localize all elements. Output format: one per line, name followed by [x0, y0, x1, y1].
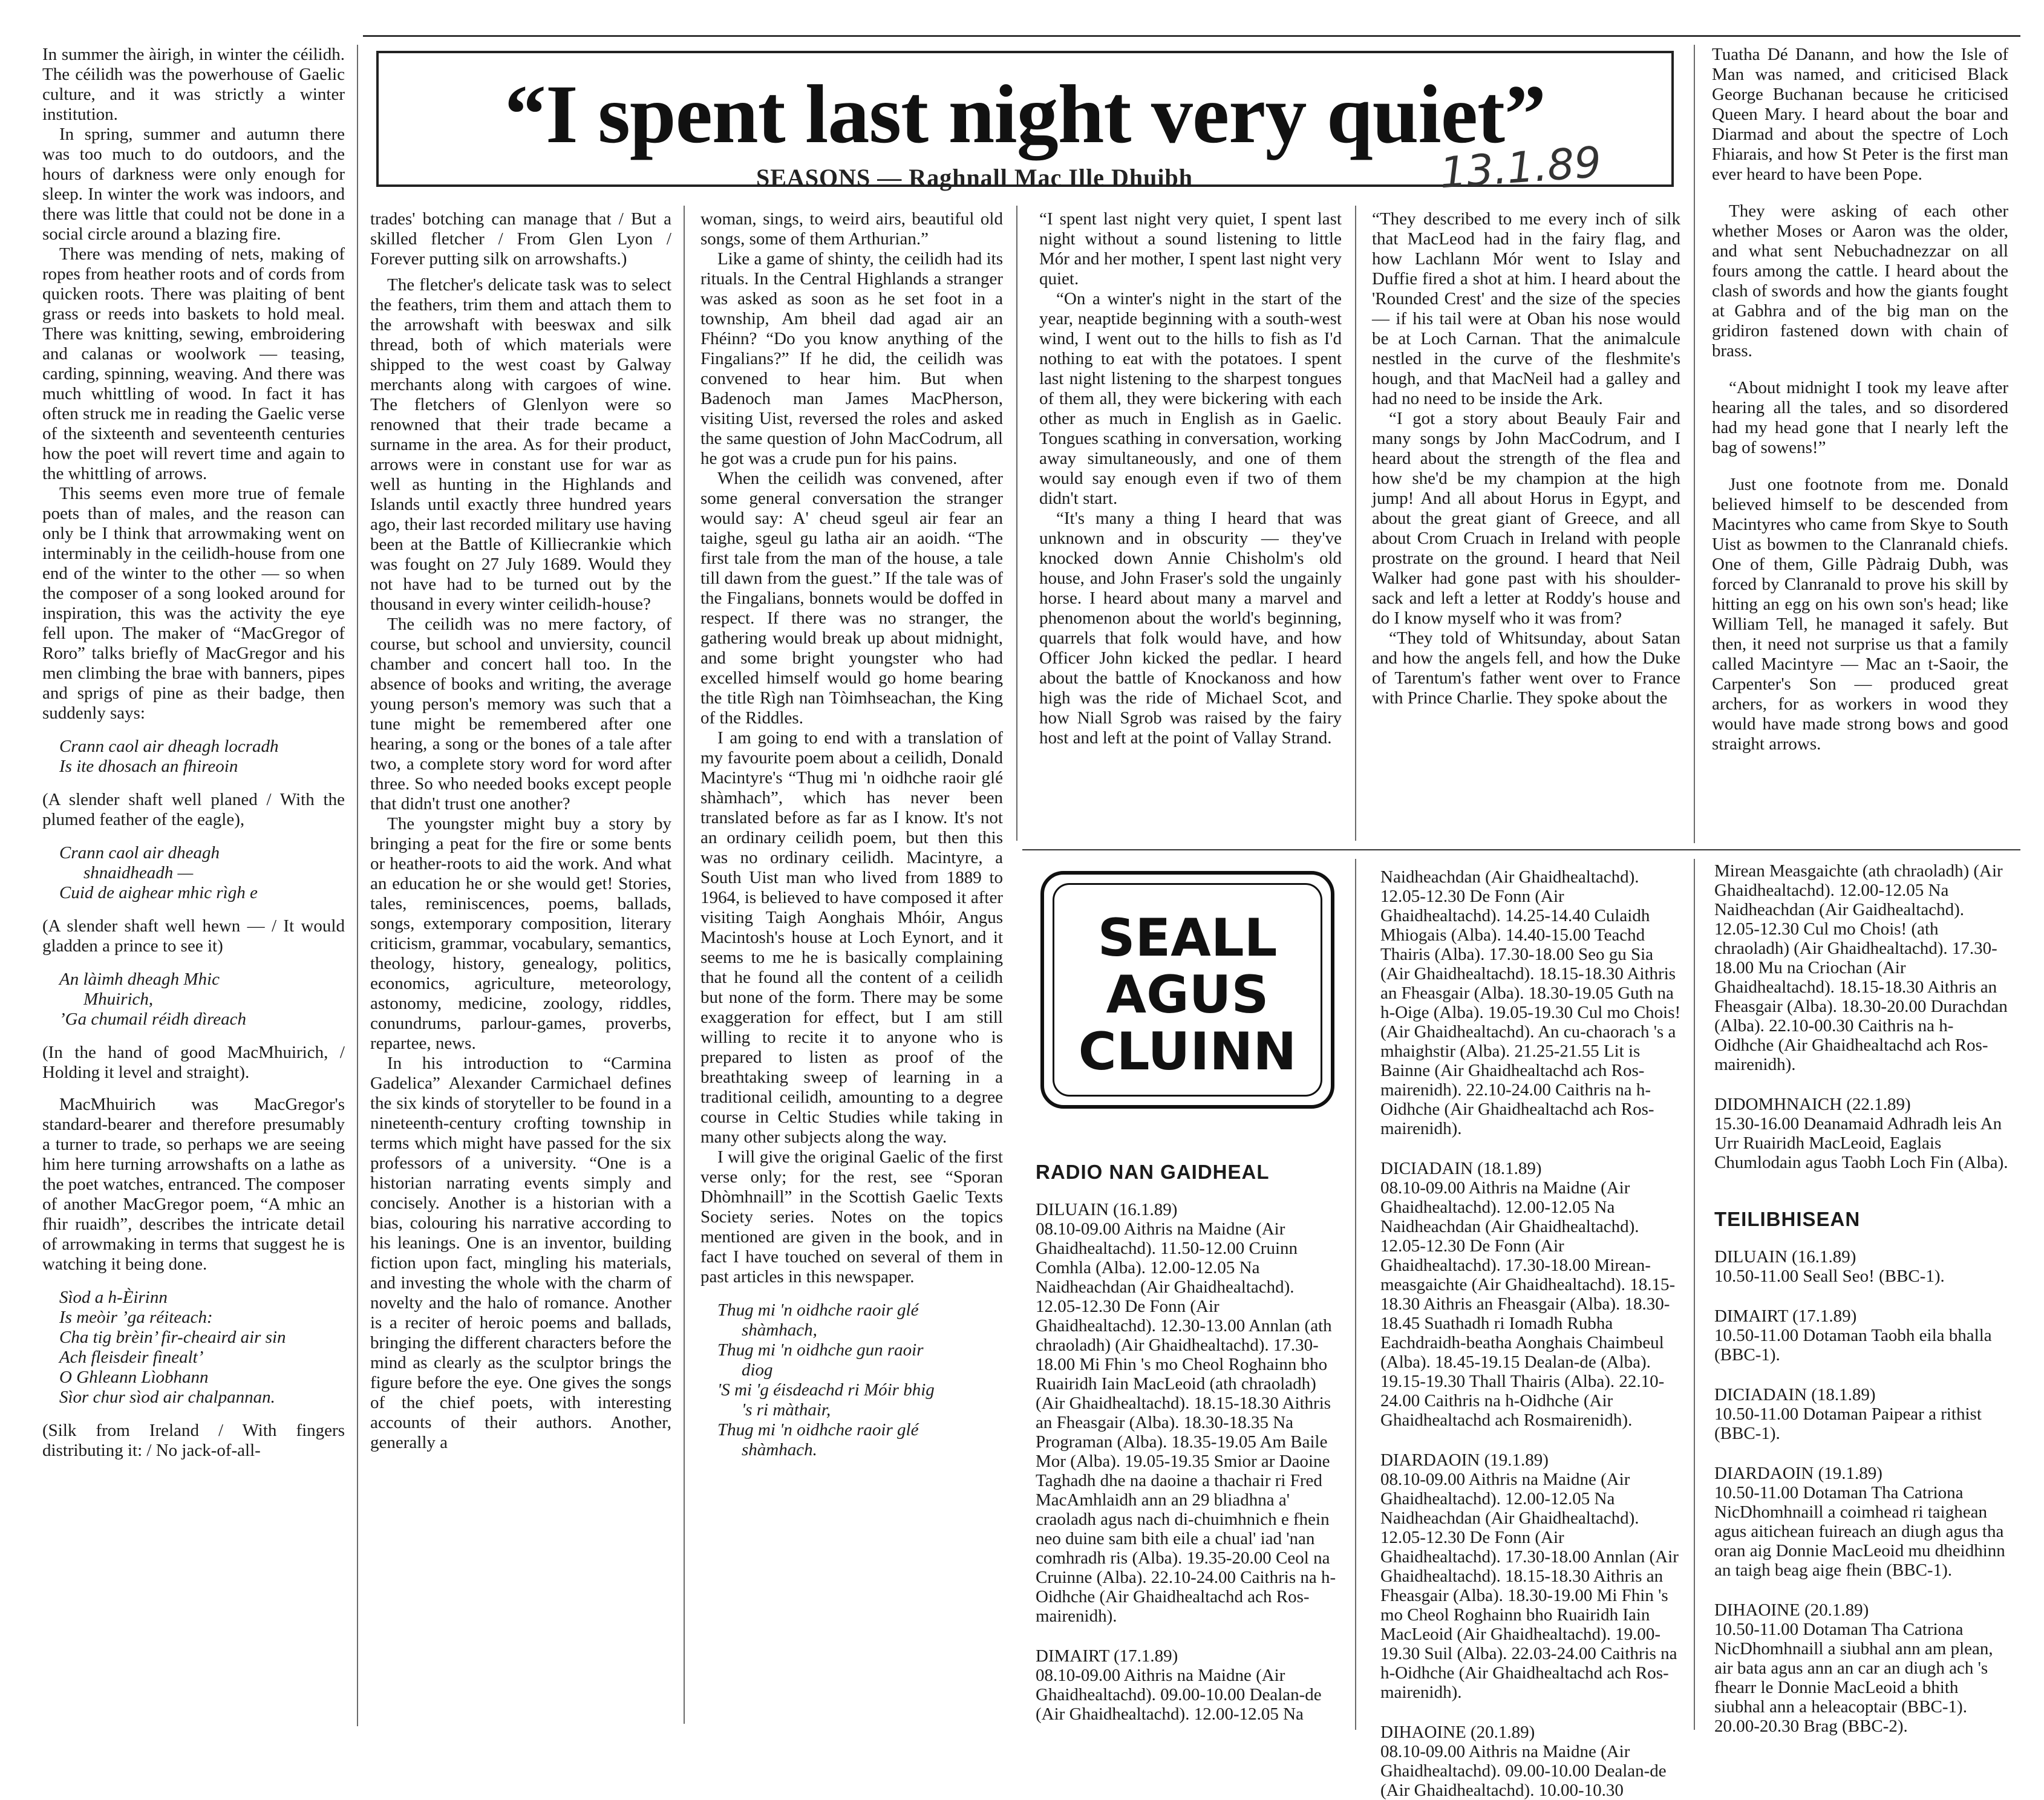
- paragraph: I am going to end with a translation of my favourite poem about a ceilidh, Donald Macintyre's “Thug mi 'n oidhche raoir glé shàmhach”, which has never been translated before as far as I know. It's not an ordinary ceilidh poem, but then this was no ordinary ceilidh. Macintyre, a South Uist man who lived from 1889 to 1964, is believed to have composed it after visiting Taigh Aonghais Mhóir, Angus Macintosh's house at Loch Eynort, and it seems to me he is basically complaining that he found all the content of a ceilidh but none of the form. There may be some exaggeration for effect, but I am still willing to recite it to anyone who is prepared to listen as proof of the breathtaking sweep of learning in a traditional ceilidh, amounting to a degree course in Celtic Studies while taking in many other subjects along the way.: [700, 728, 1003, 1147]
- schedule-entry: 10.50-11.00 Seall Seo! (BBC-1).: [1714, 1267, 1945, 1286]
- article-column-6: [1712, 45, 2008, 754]
- column-rule: [1355, 206, 1356, 841]
- paragraph: MacMhuirich was MacGregor's standard-bearer and therefore presumably a turner to trade, so perhaps we are seeing him here turning arrowshafts on a lathe as the poet watches, entranced. The composer of another MacGregor poem, “A mhic an fhir ruaidh”, describes the intricate detail of arrowmaking in terms that suggest he is watching it being done.: [42, 1095, 345, 1274]
- column-rule: [1694, 859, 1695, 1730]
- verse-line: 'S mi 'g éisdeachd ri Móir bhig: [717, 1380, 935, 1400]
- paragraph: I will give the original Gaelic of the first verse only; for the rest, see “Sporan Dhòmhnaill” in the Scottish Gaelic Texts Society series. Notes on the topics mentioned are given in the book, and in fact I have touched on several of them in past articles in this newspaper.: [700, 1147, 1003, 1286]
- verse-line: Is ite dhosach an fhireoin: [59, 757, 238, 776]
- paragraph: This seems even more true of female poets than of males, and the reason can only be I think that arrowmaking went on interminably in the ceilidh-house from one end of the winter to the other — so when the composer of a song looked around for inspiration, this was the activity the eye fell upon. The maker of “MacGregor of Roro” talks briefly of MacGregor and his men climbing the brae with banners, pipes and sprigs of pine as their badge, then suddenly says:: [42, 484, 345, 723]
- article-column-1: [42, 45, 345, 1461]
- handwritten-date: 13.1.89: [1438, 137, 1603, 198]
- seall-agus-cluinn-logo: [1040, 871, 1334, 1109]
- paragraph: “I spent last night very quiet, I spent last night without a sound listening to little Mór and her mother, I spent last night very quiet.: [1039, 209, 1342, 289]
- verse: [59, 843, 345, 903]
- paragraph: In summer the àirigh, in winter the céilidh. The céilidh was the powerhouse of Gaelic culture, and it was strictly a winter institution.: [42, 45, 345, 124]
- verse-line: Crann caol air dheagh locradh: [59, 737, 279, 756]
- schedule-day: DILUAIN (16.1.89): [1714, 1247, 1856, 1267]
- verse-line: shàmhach.: [742, 1440, 817, 1459]
- verse-line: Crann caol air dheagh: [59, 843, 220, 862]
- verse-line: Thug mi 'n oidhche gun raoir: [717, 1340, 924, 1360]
- schedule-entry: 10.50-11.00 Dotaman Tha Catriona NicDhomhnaill a coimhead ri taighean agus aitichean fuireach an diugh agus tha oran aig Donnie MacLeoid mu dheidhinn an taigh beag aige fhein (BBC-1).: [1714, 1483, 2005, 1580]
- verse-line: Thug mi 'n oidhche raoir glé: [717, 1420, 919, 1440]
- headline: “I spent last night very quiet”: [504, 68, 1546, 160]
- paragraph: trades' botching can manage that / But a skilled fletcher / From Glen Lyon / Forever putting silk on arrowshafts.): [370, 209, 671, 269]
- listings-rule: [1022, 849, 2020, 850]
- schedule-entry: 15.30-16.00 Deanamaid Adhradh leis An Urr Ruairidh MacLeoid, Eaglais Chumlodain agus Taobh Loch Fin (Alba).: [1714, 1114, 2008, 1172]
- paragraph: Like a game of shinty, the ceilidh had its rituals. In the Central Highlands a stranger was asked as soon as he set foot in a township, Am bheil dad agad air an Fhéinn? “Do you know anything of the Fingalians?” If he did, the ceilidh was convened to hear him. But when Badenoch man James MacPherson, visiting Uist, reversed the roles and asked the same question of John MacCodrum, all he got was a crude pun for his pains.: [700, 249, 1003, 468]
- paragraph: In spring, summer and autumn there was too much to do outdoors, and the hours of darkness were only enough for sleep. In winter the work was indoors, and there was little that could not be done in a social circle around a blazing fire.: [42, 125, 345, 244]
- schedule-day: DIHAOINE (20.1.89): [1714, 1600, 1869, 1620]
- verse-line: Thug mi 'n oidhche raoir glé: [717, 1300, 919, 1320]
- article-column-2: [370, 209, 671, 1453]
- paragraph: When the ceilidh was convened, after some general conversation the stranger would say: A' cheud sgeul air fear an taighe, sgeul gu latha air an aoidh. “The first tale from the man of the house, a tale till dawn from the guest.” If the tale was of the Fingalians, bonnets would be doffed in respect. If there was no stranger, the gathering would break up about midnight, and some bright youngster who had excelled himself would go home bearing the title Rìgh nan Tòimhseachan, the King of the Riddles.: [700, 469, 1003, 728]
- schedule-entry: 10.50-11.00 Dotaman Paipear a rithist (BBC-1).: [1714, 1404, 1982, 1443]
- schedule-day: DILUAIN (16.1.89): [1036, 1200, 1178, 1219]
- paragraph: “It's many a thing I heard that was unknown and in obscurity — they've knocked down Annie Chisholm's old house, and John Fraser's sold the ungainly horse. I heard about many a marvel and phenomenon about the world's beginning, quarrels that folk would have, and how Officer John kicked the pedlar. I heard about the battle of Knockanoss and how high was the ride of Michael Scot, and how Niall Sgrob was raised by the fairy host and left at the point of Vallay Strand.: [1039, 509, 1342, 748]
- verse: [59, 737, 345, 777]
- translation: (In the hand of good MacMhuirich, / Holding it level and straight).: [42, 1043, 345, 1082]
- paragraph: There was mending of nets, making of ropes from heather roots and of cords from quicken roots. There was plaiting of bent grass or reeds into baskets to hold meal. There was knitting, sewing, embroidering and calanas or woolwork — teasing, carding, spinning, weaving. And there was much whittling of wood. In fact it has often struck me in reading the Gaelic verse of the sixteenth and seventeenth centuries how the poet will revert time and again to the whittling of arrows.: [42, 244, 345, 483]
- schedule-day: DIMAIRT (17.1.89): [1036, 1646, 1178, 1666]
- logo-line: SEALL: [1097, 908, 1278, 968]
- paragraph: They were asking of each other whether Moses or Aaron was the older, and what sent Nebuchadnezzar on all fours among the cattle. I heard about the clash of swords and how the giants fought at Gabhra and of the big man on the gridiron fastened down with chain of brass.: [1712, 201, 2008, 360]
- paragraph: The fletcher's delicate task was to select the feathers, trim them and attach them to the arrowshaft with beeswax and silk thread, both of which materials were shipped to the west coast by Galway merchants along with cargoes of wine. The fletchers of Glenlyon were so renowned that their trade became a surname in the area. As for their product, arrows were in constant use for war as well as hunting in the Highlands and Islands until exactly three hundred years ago, their last recorded military use having been at the Battle of Killiecrankie which was fought on 27 July 1689. Would they not have had to be turned out by the thousand in every winter ceilidh-house?: [370, 275, 671, 614]
- schedule-day: DIARDAOIN (19.1.89): [1714, 1464, 1882, 1483]
- article-column-4: [1039, 209, 1342, 748]
- schedule-day: DIDOMHNAICH (22.1.89): [1714, 1095, 1911, 1114]
- verse-line: Sìod a h-Èirinn: [59, 1288, 168, 1307]
- schedule-entry: 08.10-09.00 Aithris na Maidne (Air Ghaidhealtachd). 11.50-12.00 Cruinn Comhla (Alba). 12.00-12.05 Na Naidheachdan (Air Ghaidhealtachd). 12.05-12.30 De Fonn (Air Ghaidhealtachd). 12.30-13.00 Annlan (ath chraoladh) (Air Ghaidhealtachd). 17.30-18.00 Mi Fhin 's mo Cheol Roghainn bho Ruairidh Iain MacLeoid (ath chraoladh) (Air Ghaidhealtachd). 18.15-18.30 Aithris an Fheasgair (Alba). 18.30-18.35 Na Programan (Alba). 18.35-19.05 Am Baile Mor (Alba). 19.05-19.35 Smior ar Daoine Taghadh dhe na daoine a thachair ri Fred MacAmhlaidh ann an 29 bliadhna a' craoladh agus nach di-chuimhnich e fhein neo duine sam bith eile a chual' iad 'nan comhradh ris (Alba). 19.35-20.00 Ceol na Cruinne (Alba). 22.10-24.00 Caithris na h-Oidhche (Air Ghaidhealtachd ach Ros-mairenidh).: [1036, 1219, 1336, 1626]
- verse: [59, 1288, 345, 1407]
- schedule-entry: Mirean Measgaichte (ath chraoladh) (Air Ghaidhealtachd). 12.00-12.05 Na Naidheachdan (Air Gaidhealtachd). 12.05-12.30 Cul mo Chois! (ath chraoladh) (Air Ghaidhealtachd). 17.30-18.00 Mu na Criochan (Air Ghaidhealtachd). 18.15-18.30 Aithris an Fheasgair (Alba). 18.30-20.00 Durachdan (Alba). 22.10-00.30 Caithris na h-Oidhche (Air Ghaidhealtachd ach Ros-mairenidh).: [1714, 861, 2008, 1074]
- verse-line: Ach fleisdeir fìnealt’: [59, 1348, 204, 1367]
- column-rule: [1694, 45, 1695, 843]
- column-rule: [357, 45, 358, 1726]
- translation: (Silk from Ireland / With fingers distributing it: / No jack-of-all-: [42, 1421, 345, 1460]
- paragraph: “They told of Whitsunday, about Satan and how the angels fell, and how the Duke of Tarentum's father went over to France with Prince Charlie. They spoke about the: [1372, 628, 1680, 708]
- verse-line: shàmhach,: [742, 1320, 817, 1340]
- verse: [717, 1300, 1003, 1460]
- schedule-day: DICIADAIN (18.1.89): [1714, 1385, 1876, 1404]
- paragraph: “They described to me every inch of silk that MacLeod had in the fairy flag, and how Lachlann Mór went to Islay and Duffie fired a shot at him. I heard about the 'Rounded Crest' and the size of the species — if his tail were at Oban his nose would be at Loch Carnan. That the animalcule nestled in the curve of the fleshmite's hough, and that MacNeil had a galley and had no need to be inside the Ark.: [1372, 209, 1680, 408]
- schedule-entry: 08.10-09.00 Aithris na Maidne (Air Ghaidhealtachd). 09.00-10.00 Dealan-de (Air Ghaidhealtachd). 10.00-10.30: [1380, 1742, 1667, 1800]
- verse-line: Cha tig brèin’ fir-cheaird air sin: [59, 1328, 286, 1347]
- column-rule: [1355, 859, 1356, 1730]
- translation: (A slender shaft well planed / With the plumed feather of the eagle),: [42, 790, 345, 829]
- column-rule: [684, 206, 685, 1724]
- verse-line: An làimh dheagh Mhic: [59, 970, 220, 989]
- schedule-day: DICIADAIN (18.1.89): [1380, 1159, 1542, 1178]
- schedule-entry: 08.10-09.00 Aithris na Maidne (Air Ghaidhealtachd). 12.00-12.05 Na Naidheachdan (Air Ghaidhealtachd). 12.05-12.30 De Fonn (Air Ghaidhealtachd). 17.30-18.00 Annlan (Air Ghaidhealtachd). 18.15-18.30 Aithris an Fheasgair (Alba). 18.30-19.00 Mi Fhin 's mo Cheol Roghainn bho Ruairidh Iain MacLeoid (Air Ghaidhealtachd). 19.00-19.30 Suil (Alba). 22.03-24.00 Caithris na h-Oidhche (Air Ghaidhealtachd ach Ros-mairenidh).: [1380, 1470, 1679, 1702]
- paragraph: In his introduction to “Carmina Gadelica” Alexander Carmichael defines the six kinds of storyteller to be found in a nineteenth-century crofting township in terms which might have passed for the six professors of a university. “One is a historian narrating events simply and concisely. Another is a historian with a bias, colouring his narrative according to his leanings. One is an inventor, building fiction upon fact, mingling his materials, and investing the whole with the charm of novelty and the halo of romance. Another is a reciter of heroic poems and ballads, bringing the different characters before the mind as clearly as the sculptor brings the figure before the eye. One gives the songs of the chief poets, with interesting accounts of their authors. Another, generally a: [370, 1054, 671, 1452]
- article-column-5: [1372, 209, 1680, 708]
- radio-heading: RADIO NAN GAIDHEAL: [1036, 1161, 1270, 1183]
- translation: (A slender shaft well hewn — / It would gladden a prince to see it): [42, 916, 345, 956]
- paragraph: “On a winter's night in the start of the year, neaptide beginning with a south-west wind, I went out to the hills to fish as I'd nothing to eat with the potatoes. I spent last night listening to the sharpest tongues of them all, they were bickering with each other as much in English as in Gaelic. Tongues scathing in conversation, working away simultaneously, and one of them would say enough even if two of them didn't start.: [1039, 289, 1342, 508]
- schedule-entry: 10.50-11.00 Dotaman Tha Catriona NicDhomhnaill a siubhal ann am plean, air bata agus ann an car an diugh ach 's fhearr le Donnie MacLeoid a bhith siubhal ann a heleacoptair (BBC-1). 20.00-20.30 Brag (BBC-2).: [1714, 1620, 1993, 1736]
- verse: [59, 970, 345, 1029]
- schedule-day: DIARDAOIN (19.1.89): [1380, 1450, 1549, 1470]
- article-column-3: [700, 209, 1003, 1473]
- radio-listings-2: [1380, 867, 1683, 1800]
- radio-listings-1: [1036, 1162, 1338, 1724]
- top-rule: [363, 35, 2020, 37]
- schedule-entry: 08.10-09.00 Aithris na Maidne (Air Ghaidhealtachd). 12.00-12.05 Na Naidheachdan (Air Ghaidhealtachd). 12.05-12.30 De Fonn (Air Ghaidhealtachd). 17.30-18.00 Mirean-measgaichte (Air Ghaidhealtachd). 18.15-18.30 Aithris an Fheasgair (Alba). 18.30-18.45 Suathadh ri Iomadh Rubha Eachdraidh-beatha Aonghais Chaimbeul (Alba). 18.45-19.15 Dealan-de (Alba). 19.15-19.30 Thall Thairis (Alba). 22.10-24.00 Caithris na h-Oidhche (Air Ghaidhealtachd ach Rosmairenidh).: [1380, 1178, 1676, 1430]
- verse-line: Is meòir ’ga réiteach:: [59, 1308, 213, 1327]
- byline: SEASONS — Raghnall Mac Ille Dhuibh: [756, 164, 1193, 191]
- column-rule: [1016, 206, 1017, 841]
- logo-line: AGUS: [1106, 965, 1269, 1025]
- schedule-entry: 08.10-09.00 Aithris na Maidne (Air Ghaidhealtachd). 09.00-10.00 Dealan-de (Air Ghaidhealtachd). 12.00-12.05 Na: [1036, 1666, 1322, 1724]
- schedule-day: DIMAIRT (17.1.89): [1714, 1306, 1857, 1326]
- verse-line: Sìor chur sìod air chalpannan.: [59, 1388, 275, 1407]
- logo-line: CLUINN: [1078, 1022, 1297, 1082]
- verse-line: 's ri màthair,: [742, 1400, 831, 1420]
- paragraph: Just one footnote from me. Donald believed himself to be descended from Macintyres who came from Skye to South Uist as bowmen to the Clanranald chiefs. One of them, Gille Pàdraig Dubh, was forced by Clanranald to prove his skill by hitting an egg on his own son's head; like William Tell, he managed it safely. But then, it need not surprise us that a family called Macintyre — Mac an t-Saoir, the Carpenter's Son — produced great archers, for as workers in wood they would have made strong bows and good straight arrows.: [1712, 475, 2008, 754]
- logo-text: [1044, 910, 1331, 1080]
- paragraph: The ceilidh was no mere factory, of course, but school and unviersity, council chamber and concert hall too. In the absence of books and writing, the average young person's memory was such that a tune might be remembered after one hearing, a song or the bones of a tale after two, a complete story word for word after three. So who needed books except people that didn't trust one another?: [370, 615, 671, 814]
- verse-line: shnaidheadh —: [83, 863, 194, 882]
- tv-heading: TEILIBHISEAN: [1714, 1208, 1861, 1230]
- verse-line: ’Ga chumail réidh dìreach: [59, 1009, 247, 1029]
- verse-line: Mhuirich,: [83, 990, 154, 1009]
- verse-line: Cuid de aighear mhic rìgh e: [59, 883, 258, 902]
- verse-line: diog: [742, 1360, 773, 1380]
- radio-listings-3: [1714, 861, 2011, 1736]
- schedule-entry: Naidheachdan (Air Ghaidhealtachd). 12.05-12.30 De Fonn (Air Ghaidhealtachd). 14.25-14.40 Culaidh Mhiogais (Alba). 14.40-15.00 Teachd Thairis (Alba). 17.30-18.00 Seo gu Sia (Air Ghaidhealtachd). 18.15-18.30 Aithris an Fheasgair (Alba). 18.30-19.05 Guth na h-Oige (Alba). 19.05-19.30 Cul mo Chois! (Air Ghaidhealtachd). An cu-chaorach 's a mhaighstir (Alba). 21.25-21.55 Lit is Bainne (Air Ghaidhealtachd ach Ros-mairenidh). 22.10-24.00 Caithris na h-Oidhche (Air Ghaidhealtachd ach Ros-mairenidh).: [1380, 867, 1681, 1138]
- paragraph: “I got a story about Beauly Fair and many songs by John MacCodrum, and I heard about the strength of the flea and how she'd be my champion at the high jump! And all about Horus in Egypt, and about the great giant of Greece, and all about Crom Cruach in Ireland with people prostrate on the ground. I heard that Neil Walker had gone past with his shoulder-sack and left a letter at Roddy's house and do I know myself who it was from?: [1372, 409, 1680, 628]
- schedule-day: DIHAOINE (20.1.89): [1380, 1723, 1535, 1742]
- paragraph: Tuatha Dé Danann, and how the Isle of Man was named, and criticised Black George Buchanan because he criticised Queen Mary. I heard about the boar and Diarmad and about the spectre of Loch Fhiarais, and how St Peter is the first man ever heard to have been Pope.: [1712, 45, 2008, 184]
- schedule-entry: 10.50-11.00 Dotaman Taobh eila bhalla (BBC-1).: [1714, 1326, 1992, 1365]
- paragraph: “About midnight I took my leave after hearing all the tales, and so disordered had my head gone that I nearly left the bag of sowens!”: [1712, 378, 2008, 457]
- paragraph: The youngster might buy a story by bringing a peat for the fire or some bents or heather-roots to aid the work. And what an education he or she would get! Stories, tales, reminiscences, poems, ballads, songs, extemporary composition, literary criticism, grammar, vocabulary, semantics, theology, history, genealogy, politics, economics, agriculture, meteorology, astonomy, medicine, zoology, riddles, conundrums, parlour-games, proverbs, repartee, news.: [370, 814, 671, 1053]
- verse-line: O Ghleann Lìobhann: [59, 1368, 209, 1387]
- paragraph: woman, sings, to weird airs, beautiful old songs, some of them Arthurian.”: [700, 209, 1003, 249]
